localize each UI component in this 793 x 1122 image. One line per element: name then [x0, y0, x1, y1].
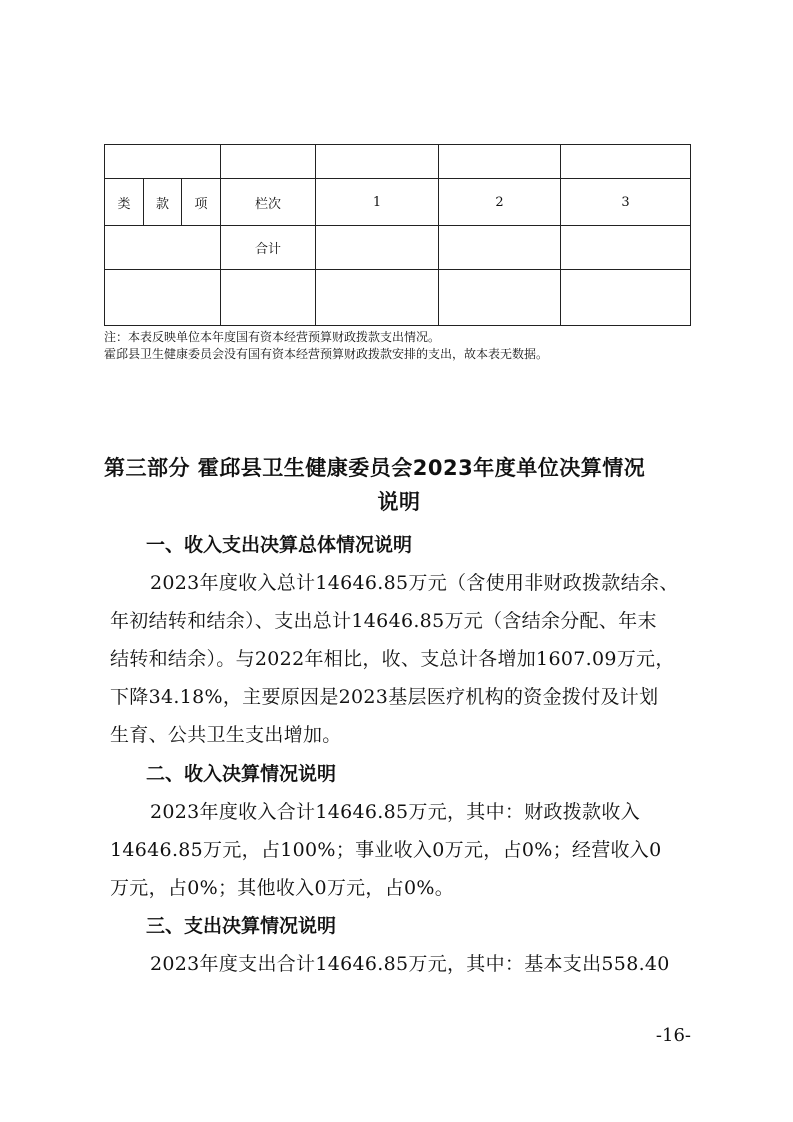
- table-header-row: [105, 179, 691, 226]
- table-cell: [105, 226, 221, 270]
- table-row: [105, 270, 691, 326]
- subheading-expenditure: 三、支出决算情况说明: [146, 915, 337, 937]
- table-note: 注：本表反映单位本年度国有资本经营预算财政拨款支出情况。: [104, 330, 441, 344]
- table-cell: [221, 270, 316, 326]
- section-title: 第三部分 霍邱县卫生健康委员会2023年度单位决算情况: [104, 456, 646, 480]
- page-number: -16-: [655, 1025, 691, 1046]
- table-cell: [439, 270, 561, 326]
- section-title-continued: 说明: [377, 490, 421, 514]
- total-label: 合计: [221, 226, 316, 270]
- table-cell: [561, 226, 691, 270]
- subheading-overall: 一、收入支出决算总体情况说明: [146, 534, 413, 556]
- table-cell: [316, 270, 439, 326]
- header-cell-3: 3: [561, 179, 691, 226]
- table-row: [105, 145, 691, 179]
- paragraph-line: 年初结转和结余）、支出总计14646.85万元（含结余分配、年末: [110, 610, 657, 632]
- paragraph-line: 2023年度支出合计14646.85万元，其中：基本支出558.40: [150, 953, 670, 975]
- table-cell: [105, 270, 221, 326]
- header-cell-1: 1: [316, 179, 439, 226]
- table-cell: [221, 145, 316, 179]
- paragraph-line: 生育、公共卫生支出增加。: [110, 724, 342, 746]
- table-cell: [561, 145, 691, 179]
- table-cell: [561, 270, 691, 326]
- subheading-income: 二、收入决算情况说明: [146, 763, 337, 785]
- table-cell: [105, 145, 221, 179]
- paragraph-line: 结转和结余）。与2022年相比，收、支总计各增加1607.09万元，: [110, 648, 675, 670]
- paragraph-line: 万元，占0%；其他收入0万元，占0%。: [110, 877, 455, 899]
- paragraph-line: 14646.85万元，占100%；事业收入0万元，占0%；经营收入0: [110, 839, 662, 861]
- table-cell: [439, 145, 561, 179]
- paragraph-line: 下降34.18%，主要原因是2023基层医疗机构的资金拨付及计划: [110, 686, 659, 708]
- table-cell: [316, 145, 439, 179]
- table-note-no-data: 霍邱县卫生健康委员会没有国有资本经营预算财政拨款安排的支出，故本表无数据。: [104, 347, 549, 361]
- paragraph-line: 2023年度收入总计14646.85万元（含使用非财政拨款结余、: [150, 572, 679, 594]
- paragraph-line: 2023年度收入合计14646.85万元，其中：财政拨款收入: [150, 801, 641, 823]
- state-capital-budget-table: [104, 144, 691, 326]
- header-cell-kuan: 款: [144, 179, 182, 226]
- header-cell-2: 2: [439, 179, 561, 226]
- table-cell: [316, 226, 439, 270]
- header-cell-xiang: 项: [182, 179, 221, 226]
- table-total-row: [105, 226, 691, 270]
- header-cell-lei: 类: [105, 179, 144, 226]
- table-cell: [439, 226, 561, 270]
- header-cell-column-index: 栏次: [221, 179, 316, 226]
